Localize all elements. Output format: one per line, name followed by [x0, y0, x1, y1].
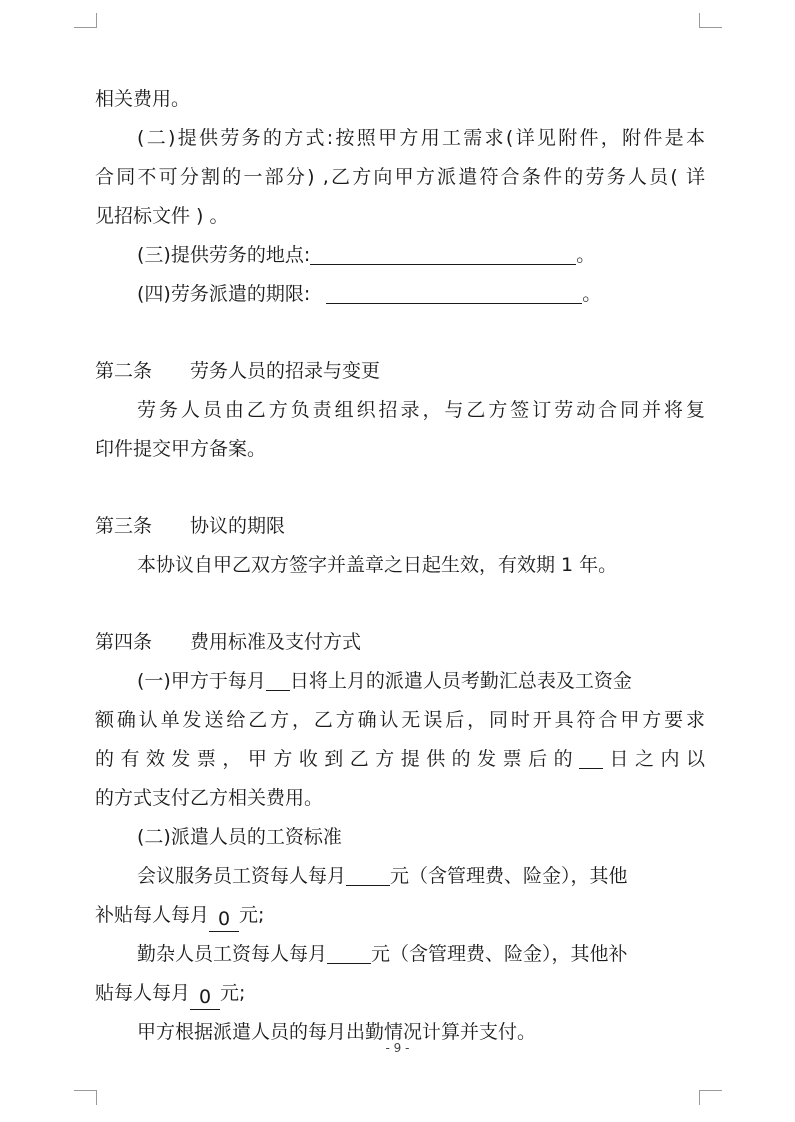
- service-location-line: [95, 236, 705, 275]
- paragraph-line: 印件提交甲方备案。: [95, 438, 267, 460]
- text: 元（含管理费、险金），其他补: [371, 943, 628, 965]
- service-term-line: [95, 275, 705, 314]
- text: 元;: [239, 904, 265, 926]
- payment-date-line: [95, 662, 705, 701]
- article-heading: [95, 507, 705, 546]
- text: 贴每人每月: [95, 982, 191, 1004]
- spacer: [95, 585, 705, 623]
- label: (四)劳务派遣的期限:: [137, 283, 317, 305]
- page-number: - 9 -: [385, 1041, 410, 1055]
- crop-mark-top-left: [74, 13, 97, 28]
- crop-mark-bottom-left: [74, 1090, 97, 1105]
- wage-line-misc: [95, 935, 705, 974]
- subsidy-line-misc: [95, 974, 705, 1013]
- paragraph-line: 劳务人员由乙方负责组织招录，与乙方签订劳动合同并将复: [137, 399, 705, 421]
- wage-line-service: [95, 857, 705, 896]
- fill-blank-days[interactable]: [579, 744, 603, 769]
- paragraph-line: (二)派遣人员的工资标准: [137, 826, 342, 848]
- article-number: 第二条: [95, 360, 153, 382]
- crop-mark-top-right: [699, 13, 722, 28]
- text: 的有效发票，甲方收到乙方提供的发票后的: [95, 748, 580, 770]
- subsidy-value: 0: [190, 985, 220, 1010]
- article-heading: [95, 352, 705, 391]
- paragraph-line: 本协议自甲乙双方签字并盖章之日起生效，有效期 1 年。: [137, 554, 618, 576]
- paragraph-line: 见招标文件 ) 。: [95, 205, 229, 227]
- article-number: 第四条: [95, 631, 153, 653]
- text: 勤杂人员工资每人每月: [137, 943, 328, 965]
- text: (一)甲方于每月: [137, 670, 266, 692]
- text: 元;: [220, 982, 246, 1004]
- paragraph-line: (二)提供劳务的方式:按照甲方用工需求(详见附件，附件是本: [137, 127, 705, 149]
- article-number: 第三条: [95, 515, 153, 537]
- spacer: [95, 314, 705, 352]
- paragraph-line: 相关费用。: [95, 88, 191, 110]
- spacer: [95, 469, 705, 507]
- fill-blank-day[interactable]: [266, 666, 290, 691]
- fill-blank-location[interactable]: [310, 240, 576, 265]
- fill-blank-term[interactable]: [326, 279, 582, 304]
- crop-mark-bottom-right: [699, 1090, 722, 1105]
- payment-term-line: [95, 740, 705, 779]
- text: 会议服务员工资每人每月: [137, 865, 347, 887]
- fill-blank-wage[interactable]: [327, 939, 371, 964]
- article-heading: [95, 623, 705, 662]
- paragraph-line: 甲方根据派遣人员的每月出勤情况计算并支付。: [137, 1021, 537, 1043]
- paragraph-line: 的方式支付乙方相关费用。: [95, 787, 324, 809]
- fill-blank-wage[interactable]: [346, 861, 390, 886]
- text: 元（含管理费、险金），其他: [390, 865, 628, 887]
- punctuation: 。: [576, 244, 596, 266]
- article-title: 劳务人员的招录与变更: [190, 360, 381, 382]
- article-title: 协议的期限: [190, 515, 286, 537]
- punctuation: 。: [582, 283, 602, 305]
- subsidy-value: 0: [209, 907, 239, 932]
- article-title: 费用标准及支付方式: [190, 631, 362, 653]
- subsidy-line-service: [95, 896, 705, 935]
- text: 补贴每人每月: [95, 904, 210, 926]
- text: 日之内以: [603, 748, 705, 770]
- paragraph-line: 额确认单发送给乙方，乙方确认无误后，同时开具符合甲方要求: [95, 709, 705, 731]
- text: 日将上月的派遣人员考勤汇总表及工资金: [289, 670, 632, 692]
- document-body: [95, 80, 705, 1052]
- label: (三)提供劳务的地点:: [137, 244, 311, 266]
- paragraph-line: 合同不可分割的一部分) ,乙方向甲方派遣符合条件的劳务人员( 详: [95, 166, 705, 188]
